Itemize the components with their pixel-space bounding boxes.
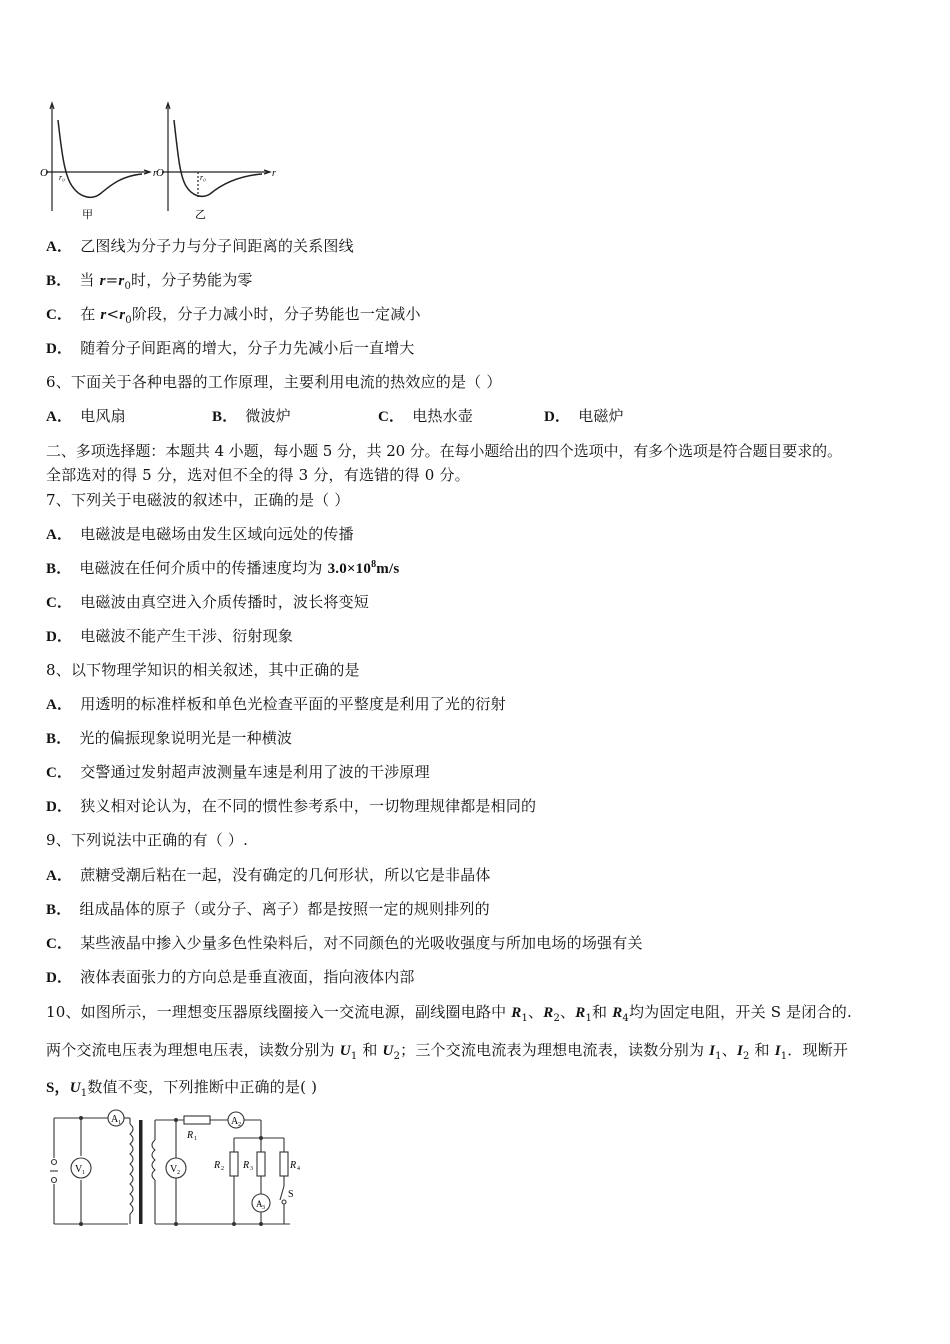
svg-text:2: 2 [177, 1170, 180, 1176]
svg-text:A: A [256, 1199, 263, 1209]
svg-text:r: r [272, 168, 276, 179]
q6-option-a: A． 电风扇 [46, 407, 126, 425]
q8-option-c: C． 交警通过发射超声波测量车速是利用了波的干涉原理 [46, 763, 430, 781]
svg-text:r₀: r₀ [200, 173, 206, 182]
svg-text:2: 2 [238, 1122, 241, 1128]
svg-text:r₀: r₀ [59, 173, 65, 182]
section2-instructions-line1: 二、多项选择题：本题共 4 小题，每小题 5 分，共 20 分。在每小题给出的四个选项中，有多个选项是符合题目要求的。 [46, 442, 842, 460]
q10-stem-line2: 两个交流电压表为理想电压表，读数分别为 $U_1$ 和 $U_2$；三个交流电流表为理想电流表，读数分别为 $I_1$、$I_2$ 和 $I_1$．现断开 [46, 1041, 849, 1062]
svg-text:r: r [153, 168, 157, 179]
q9-stem: 9、下列说法中正确的有（ ）. [46, 831, 249, 849]
q6-option-b: B． 微波炉 [212, 407, 292, 425]
q8-option-d: D． 狭义相对论认为，在不同的惯性参考系中，一切物理规律都是相同的 [46, 797, 537, 815]
molecular-force-graphs [38, 96, 278, 226]
q5-option-c: C． 在 $r<r_0$阶段，分子力减小时，分子势能也一定减小 [46, 305, 421, 326]
q9-option-a: A． 蔗糖受潮后粘在一起，没有确定的几何形状，所以它是非晶体 [46, 866, 491, 884]
svg-text:1: 1 [82, 1170, 85, 1176]
q10-stem-line1: 10、如图所示，一理想变压器原线圈接入一交流电源，副线圈电路中 $R_1$、$R_2$、$R_1$和 $R_4$均为固定电阻，开关 S 是闭合的. [46, 1003, 852, 1024]
svg-text:1: 1 [118, 1120, 121, 1126]
q5-option-b: B． 当 $r=r_0$时，分子势能为零 [46, 271, 253, 292]
svg-text:V: V [170, 1164, 178, 1175]
svg-text:4: 4 [297, 1166, 300, 1172]
q7-option-c: C． 电磁波由真空进入介质传播时，波长将变短 [46, 593, 370, 611]
q10-stem-line3: S，$U_1$数值不变，下列推断中正确的是( ) [46, 1078, 318, 1099]
q8-option-a: A． 用透明的标准样板和单色光检查平面的平整度是利用了光的衍射 [46, 695, 506, 713]
svg-text:R: R [243, 1160, 250, 1171]
svg-text:O: O [40, 167, 48, 179]
q6-option-d: D． 电磁炉 [544, 407, 624, 425]
q7-option-a: A． 电磁波是电磁场由发生区域向远处的传播 [46, 525, 354, 543]
svg-text:1: 1 [194, 1136, 197, 1142]
q9-option-c: C． 某些液晶中掺入少量多色性染料后，对不同颜色的光吸收强度与所加电场的场强有关 [46, 934, 643, 952]
svg-text:O: O [156, 167, 164, 179]
section2-instructions-line2: 全部选对的得 5 分，选对但不全的得 3 分，有选错的得 0 分。 [46, 466, 470, 484]
svg-text:3: 3 [262, 1205, 265, 1211]
svg-text:V: V [75, 1164, 83, 1175]
svg-text:R: R [187, 1130, 194, 1141]
q9-option-b: B． 组成晶体的原子（或分子、离子）都是按照一定的规则排列的 [46, 900, 490, 918]
q7-option-d: D． 电磁波不能产生干涉、衍射现象 [46, 627, 294, 645]
svg-text:3: 3 [250, 1166, 253, 1172]
graph-jia [46, 103, 150, 211]
svg-text:甲: 甲 [82, 209, 93, 221]
q6-stem: 6、下面关于各种电器的工作原理，主要利用电流的热效应的是（ ） [46, 373, 502, 391]
svg-text:S: S [288, 1189, 294, 1200]
q7-stem: 7、下列关于电磁波的叙述中，正确的是（ ） [46, 491, 350, 509]
q9-option-d: D． 液体表面张力的方向总是垂直液面，指向液体内部 [46, 968, 415, 986]
q8-stem: 8、以下物理学知识的相关叙述，其中正确的是 [46, 661, 360, 679]
graph-yi [162, 103, 270, 211]
q8-option-b: B． 光的偏振现象说明光是一种横波 [46, 729, 293, 747]
q5-option-d: D． 随着分子间距离的增大，分子力先减小后一直增大 [46, 339, 415, 357]
svg-text:R: R [214, 1160, 221, 1171]
svg-text:A: A [231, 1116, 239, 1127]
svg-text:A: A [111, 1114, 119, 1125]
q6-option-c: C． 电热水壶 [378, 407, 474, 425]
q7-option-b: B． 电磁波在任何介质中的传播速度均为 $3.0\times 10^8m/s$ [46, 559, 400, 577]
svg-text:R: R [290, 1160, 297, 1171]
q5-option-a: A． 乙图线为分子力与分子间距离的关系图线 [46, 237, 354, 255]
q6-options [46, 406, 710, 427]
svg-text:2: 2 [221, 1166, 224, 1172]
svg-text:乙: 乙 [195, 209, 206, 221]
transformer-circuit-diagram [44, 1108, 306, 1233]
